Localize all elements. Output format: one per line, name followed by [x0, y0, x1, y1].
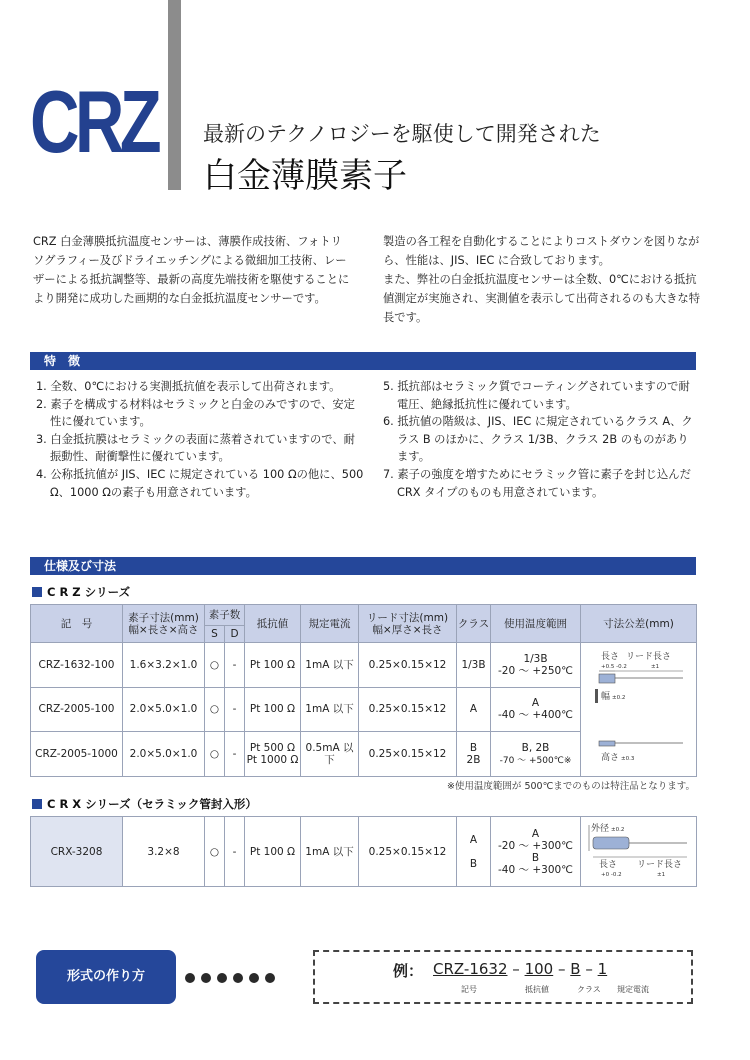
feature-item: 3. 白金抵抗膜はセラミックの表面に蒸着されていますので、耐振動性、耐衝撃性に優れています。 — [36, 432, 355, 464]
cell-size: 1.6×3.2×1.0 — [123, 643, 205, 688]
dim-width-tol: ±0.2 — [612, 695, 626, 701]
features-list-left — [36, 378, 366, 501]
feature-item: 5. 抵抗部はセラミック質でコーティングされていますので耐電圧、絶縁抵抗性に優れています。 — [383, 380, 690, 411]
cell-tolerance-diagram — [581, 817, 697, 887]
cell-class — [457, 732, 491, 777]
col-size-line1: 素子寸法(mm) — [128, 611, 199, 624]
col-symbol: 記 号 — [31, 605, 123, 643]
code-sep: – — [585, 960, 593, 978]
table-note: ※使用温度範囲が 500℃までのものは特注品となります。 — [446, 781, 695, 792]
crz-series-label: C R Z シリーズ — [47, 585, 131, 599]
cell-resistance — [245, 732, 301, 777]
page-title: 白金薄膜素子 — [203, 156, 407, 196]
col-lead-line1: リード寸法(mm) — [366, 611, 449, 624]
dim-length-tol: +0.5 -0.2 — [601, 664, 627, 670]
resistance-1: Pt 500 Ω — [249, 742, 296, 755]
intro-left — [33, 232, 353, 308]
cell-lead: 0.25×0.15×12 — [359, 687, 457, 732]
cell-current: 1mA 以下 — [301, 687, 359, 732]
dim-width-label: 幅 — [601, 692, 611, 702]
crx-spec-table — [30, 816, 697, 887]
dot-icon — [265, 973, 275, 983]
code-current: 1 — [597, 960, 608, 978]
crz-logo: CRZ — [30, 72, 158, 171]
cell-symbol: CRZ-2005-1000 — [31, 732, 123, 777]
dim-height-label: 高さ — [601, 753, 620, 763]
cell-s: ○ — [205, 732, 225, 777]
dot-icon — [249, 973, 259, 983]
cell-size: 2.0×5.0×1.0 — [123, 732, 205, 777]
label-class: クラス — [577, 985, 601, 994]
dim-lead-tol: ±1 — [651, 664, 660, 670]
features-heading: 特 徴 — [30, 352, 696, 370]
crx-dimension-diagram — [581, 817, 697, 883]
col-current: 規定電流 — [301, 605, 359, 643]
temp-class: B, 2B — [521, 741, 550, 754]
cell-s: ○ — [205, 817, 225, 887]
dim-length-tol: +0 -0.2 — [601, 872, 622, 878]
crz-dimension-diagram — [581, 643, 697, 773]
intro-right — [383, 232, 703, 327]
cell-class — [457, 817, 491, 887]
cell-tolerance-diagram — [581, 643, 697, 777]
temp-range-a: -20 〜 +300℃ — [498, 839, 573, 852]
ceramic-tube — [593, 837, 629, 849]
crx-series-title — [32, 796, 257, 812]
width-marker — [595, 689, 598, 703]
col-count: 素子数 — [205, 605, 245, 626]
example-label: 例： — [393, 962, 424, 980]
cell-class: A — [457, 687, 491, 732]
intro-left-text: CRZ 白金薄膜抵抗温度センサーは、薄膜作成技術、フォトリソグラフィー及びドライエッチングによる微細加工技術、レーザーによる抵抗調整等、最新の高度先端技術を駆使することにより開発に成功した画期的な白金抵抗温度センサーです。 — [33, 235, 350, 305]
crz-series-title — [32, 584, 130, 600]
dot-leader — [185, 968, 281, 987]
cell-symbol: CRZ-1632-100 — [31, 643, 123, 688]
col-tolerance: 寸法公差(mm) — [581, 605, 697, 643]
features-list-right — [383, 378, 698, 501]
example-code — [433, 960, 607, 978]
temp-range-b: -40 〜 +300℃ — [498, 863, 573, 876]
feature-item: 2. 素子を構成する材料はセラミックと白金のみですので、安定性に優れています。 — [36, 397, 355, 429]
cell-lead: 0.25×0.15×12 — [359, 732, 457, 777]
specs-heading: 仕様及び寸法 — [30, 557, 696, 575]
cell-current: 1mA 以下 — [301, 643, 359, 688]
label-current: 規定電流 — [617, 985, 649, 994]
class-2: 2B — [466, 754, 481, 767]
temp-class: 1/3B — [523, 652, 548, 665]
cell-current: 0.5mA 以下 — [301, 732, 359, 777]
code-symbol: CRZ-1632 — [433, 960, 508, 978]
cell-s: ○ — [205, 687, 225, 732]
intro-right-text-2: また、弊社の白金抵抗温度センサーは全数、0℃における抵抗値測定が実施され、実測値を表示して出荷されるのも大きな特長です。 — [383, 273, 700, 324]
table-row — [31, 643, 697, 688]
dim-lead-tol: ±1 — [657, 872, 666, 878]
col-class: クラス — [457, 605, 491, 643]
label-symbol: 記号 — [461, 985, 477, 994]
cell-symbol: CRZ-2005-100 — [31, 687, 123, 732]
dim-diameter-label: 外径 — [591, 824, 610, 834]
format-example-box — [313, 950, 693, 1004]
dim-lead-length-label: リード長さ — [637, 860, 683, 870]
col-resistance: 抵抗値 — [245, 605, 301, 643]
dim-lead-length-label: リード長さ — [626, 652, 672, 662]
cell-lead: 0.25×0.15×12 — [359, 817, 457, 887]
cell-d: - — [225, 817, 245, 887]
feature-item: 6. 抵抗値の階級は、JIS、IEC に規定されているクラス A、クラス B のほかに、クラス 1/3B、クラス 2B のものがあります。 — [383, 415, 693, 464]
cell-d: - — [225, 732, 245, 777]
col-temp: 使用温度範囲 — [491, 605, 581, 643]
header-vertical-bar — [168, 0, 181, 190]
col-s: S — [205, 626, 225, 643]
temp-class-b: B — [531, 851, 540, 864]
cell-lead: 0.25×0.15×12 — [359, 643, 457, 688]
square-icon — [32, 587, 42, 597]
code-sep: – — [557, 960, 566, 978]
label-resistance: 抵抗値 — [525, 985, 549, 994]
class-1: B — [469, 742, 478, 755]
square-icon — [32, 799, 42, 809]
dot-icon — [185, 973, 195, 983]
dim-length-label: 長さ — [599, 860, 618, 870]
element-side — [599, 741, 615, 746]
col-lead-line2: 幅×厚さ×長さ — [372, 623, 443, 636]
cell-temp — [491, 643, 581, 688]
table-row — [31, 817, 697, 887]
feature-item: 7. 素子の強度を増すためにセラミック管に素子を封じ込んだ CRX タイプのものも用意されています。 — [383, 467, 691, 499]
feature-item: 1. 全数、0℃における実測抵抗値を表示して出荷されます。 — [36, 380, 341, 393]
col-size-line2: 幅×長さ×高さ — [128, 623, 199, 636]
temp-class: A — [531, 697, 540, 710]
dim-diameter-tol: ±0.2 — [611, 827, 625, 833]
dim-length-label: 長さ — [601, 652, 620, 662]
resistance-2: Pt 1000 Ω — [246, 754, 299, 767]
page-subtitle: 最新のテクノロジーを駆使して開発された — [203, 122, 601, 146]
cell-resistance: Pt 100 Ω — [245, 687, 301, 732]
cell-temp — [491, 732, 581, 777]
crz-spec-table — [30, 604, 697, 777]
cell-temp — [491, 687, 581, 732]
cell-temp — [491, 817, 581, 887]
cell-size: 2.0×5.0×1.0 — [123, 687, 205, 732]
crx-series-label: C R X シリーズ（セラミック管封入形） — [47, 797, 257, 811]
element-body — [599, 674, 615, 683]
cell-d: - — [225, 687, 245, 732]
class-2: B — [469, 857, 478, 870]
dot-icon — [233, 973, 243, 983]
cell-class: 1/3B — [457, 643, 491, 688]
cell-s: ○ — [205, 643, 225, 688]
code-resistance: 100 — [524, 960, 554, 978]
cell-d: - — [225, 643, 245, 688]
code-sep: – — [512, 960, 520, 978]
temp-range: -20 〜 +250℃ — [498, 664, 573, 677]
code-class: B — [570, 960, 581, 978]
temp-range: -70 〜 +500℃※ — [499, 755, 572, 766]
cell-symbol: CRX-3208 — [31, 817, 123, 887]
class-1: A — [469, 833, 478, 846]
col-lead — [359, 605, 457, 643]
cell-current: 1mA 以下 — [301, 817, 359, 887]
temp-class-a: A — [531, 827, 540, 840]
cell-size: 3.2×8 — [123, 817, 205, 887]
dot-icon — [217, 973, 227, 983]
temp-range: -40 〜 +400℃ — [498, 709, 573, 722]
intro-right-text-1: 製造の各工程を自動化することによりコストダウンを図りながら、性能は、JIS、IEC に合致しております。 — [383, 235, 700, 267]
cell-resistance: Pt 100 Ω — [245, 817, 301, 887]
col-d: D — [225, 626, 245, 643]
format-guide-button: 形式の作り方 — [36, 950, 176, 1004]
dim-height-tol: ±0.3 — [621, 756, 635, 762]
dot-icon — [201, 973, 211, 983]
feature-item: 4. 公称抵抗値が JIS、IEC に規定されている 100 Ωの他に、500 Ω、1000 Ωの素子も用意されています。 — [36, 467, 364, 499]
col-size — [123, 605, 205, 643]
cell-resistance: Pt 100 Ω — [245, 643, 301, 688]
